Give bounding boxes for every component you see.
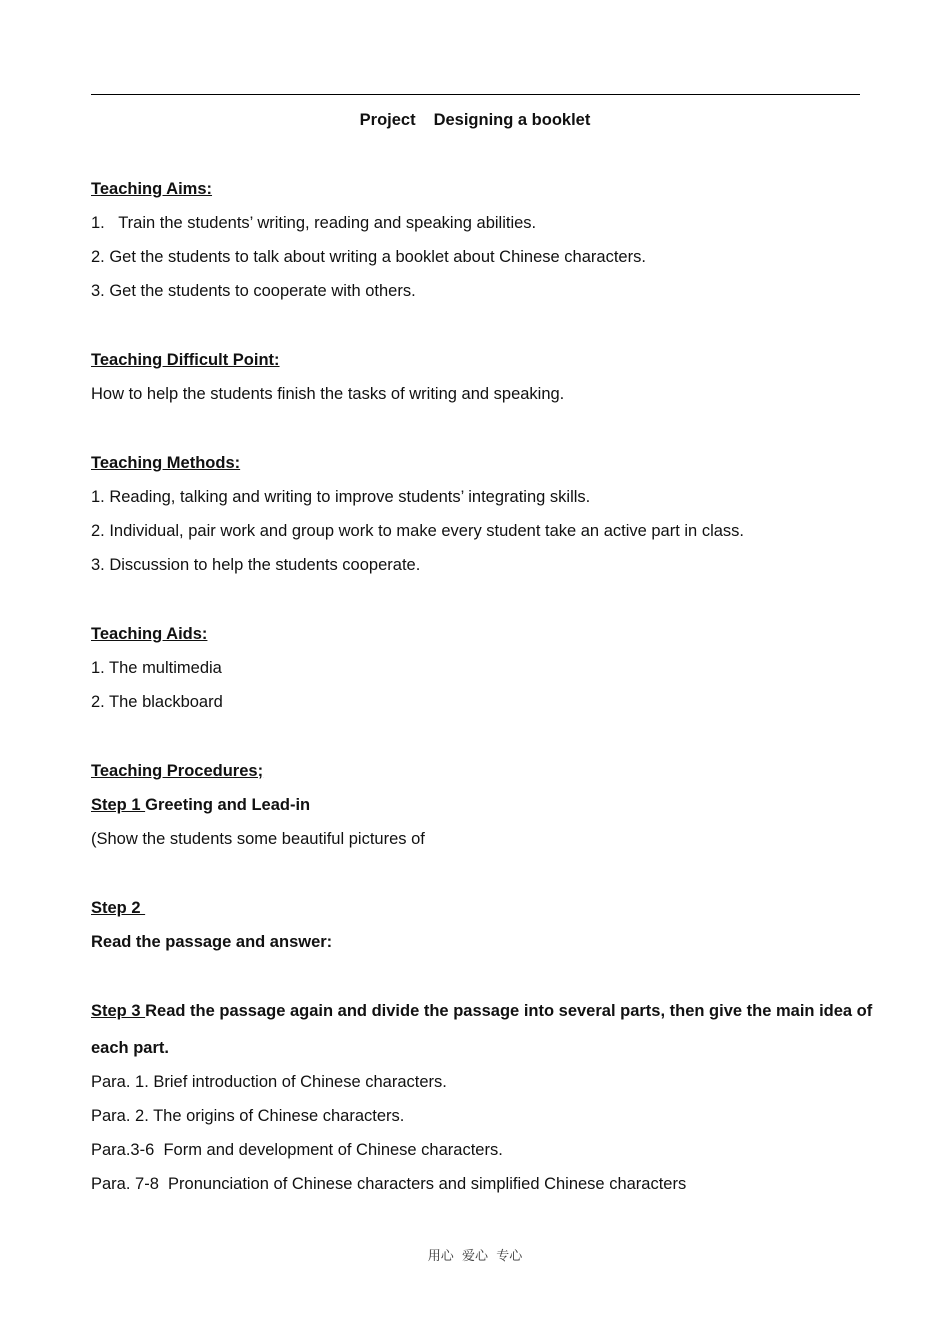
step3-para-4: Para. 7-8 Pronunciation of Chinese characters and simplified Chinese characters <box>91 1175 687 1193</box>
aims-item-1: 1. Train the students’ writing, reading and speaking abilities. <box>91 214 537 232</box>
page-footer: 用心 爱心 专心 <box>427 1249 523 1264</box>
aims-heading: Teaching Aims: <box>91 180 213 198</box>
aids-heading: Teaching Aids: <box>91 625 208 643</box>
methods-heading: Teaching Methods: <box>91 454 241 472</box>
aids-item-1: 1. The multimedia <box>91 659 222 677</box>
step1-text: (Show the students some beautiful pictures of <box>91 830 425 848</box>
step1-title: Greeting and Lead-in <box>145 796 311 814</box>
step3-label: Step 3 <box>91 1002 146 1020</box>
header-rule <box>91 94 860 95</box>
procedures-heading: Teaching Procedures; <box>91 762 264 780</box>
step2-label: Step 2 <box>91 899 146 917</box>
document-title <box>0 110 950 130</box>
step2-text: Read the passage and answer: <box>91 933 333 951</box>
aims-item-3: 3. Get the students to cooperate with others. <box>91 282 416 300</box>
methods-item-2: 2. Individual, pair work and group work to make every student take an active part in class. <box>91 522 744 540</box>
aids-item-2: 2. The blackboard <box>91 693 223 711</box>
methods-item-1: 1. Reading, talking and writing to improve students’ integrating skills. <box>91 488 591 506</box>
step3-para-3: Para.3-6 Form and development of Chinese characters. <box>91 1141 503 1159</box>
title-project: Project <box>359 111 416 129</box>
difficult-text: How to help the students finish the tasks of writing and speaking. <box>91 385 565 403</box>
methods-item-3: 3. Discussion to help the students cooperate. <box>91 556 421 574</box>
step2-line <box>91 898 145 918</box>
aims-item-2: 2. Get the students to talk about writing a booklet about Chinese characters. <box>91 248 646 266</box>
step3-title-cont: each part. <box>91 1039 169 1057</box>
step3-para-2: Para. 2. The origins of Chinese characters. <box>91 1107 405 1125</box>
title-topic: Designing a booklet <box>433 111 591 129</box>
step1-line <box>91 795 310 815</box>
step3-para-1: Para. 1. Brief introduction of Chinese characters. <box>91 1073 447 1091</box>
step3-line <box>91 1001 872 1021</box>
step3-title: Read the passage again and divide the passage into several parts, then give the main idea of <box>145 1002 873 1020</box>
step1-label: Step 1 <box>91 796 146 814</box>
difficult-heading: Teaching Difficult Point: <box>91 351 280 369</box>
